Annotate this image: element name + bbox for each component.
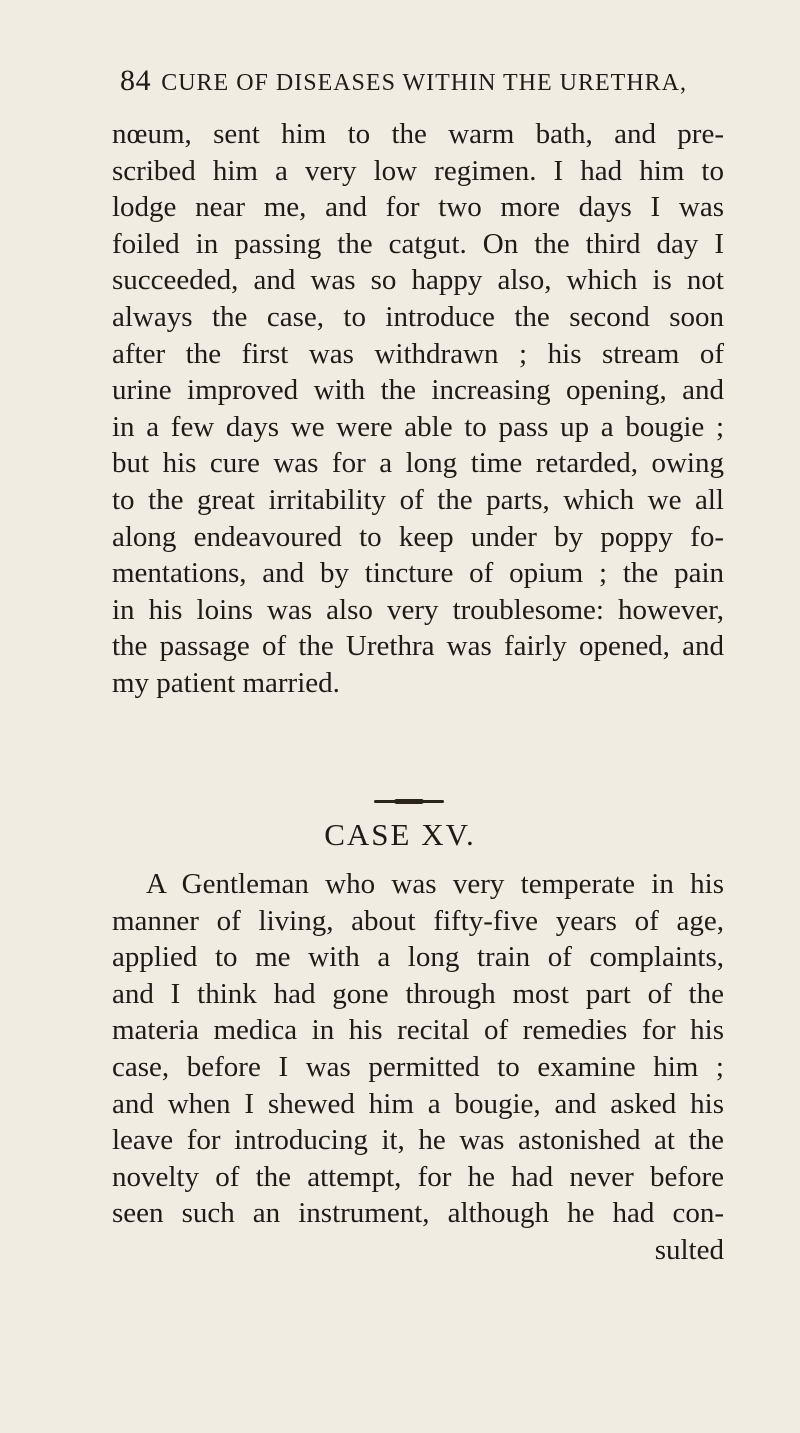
text-line: manner of living, about fifty-five years of age, bbox=[112, 904, 724, 937]
text-line: urine improved with the increasing opening, and bbox=[112, 374, 724, 407]
text-line: the passage of the Urethra was fairly opened, and bbox=[112, 630, 724, 663]
text-line: case, before I was permitted to examine him ; bbox=[112, 1050, 724, 1083]
text-line: mentations, and by tincture of opium ; the pain bbox=[112, 557, 724, 590]
text-line: and I think had gone through most part of the bbox=[112, 977, 724, 1010]
section-divider bbox=[374, 800, 444, 803]
text-line: always the case, to introduce the second soon bbox=[112, 300, 724, 333]
running-title: CURE OF DISEASES WITHIN THE URETHRA, bbox=[161, 70, 687, 96]
text-line: after the first was withdrawn ; his stream of bbox=[112, 337, 724, 370]
text-line: A Gentleman who was very temperate in his bbox=[146, 868, 724, 900]
text-line: in a few days we were able to pass up a bougie ; bbox=[112, 410, 724, 443]
case-heading: CASE XV. bbox=[324, 817, 476, 852]
text-line: seen such an instrument, although he had con- bbox=[112, 1197, 724, 1230]
text-line: along endeavoured to keep under by poppy fo- bbox=[112, 520, 724, 553]
text-line: but his cure was for a long time retarded, owing bbox=[112, 447, 724, 480]
catchword: sulted bbox=[654, 1233, 724, 1266]
text-line: leave for introducing it, he was astonished at the bbox=[112, 1124, 724, 1157]
text-line: applied to me with a long train of complaints, bbox=[112, 941, 724, 974]
running-head bbox=[120, 64, 720, 98]
text-line: nœum, sent him to the warm bath, and pre- bbox=[112, 118, 724, 150]
text-line: in his loins was also very troublesome: however, bbox=[112, 593, 724, 626]
paragraph-continuation bbox=[112, 116, 724, 702]
text-line: foiled in passing the catgut. On the third day I bbox=[112, 227, 724, 260]
text-line: materia medica in his recital of remedies for his bbox=[112, 1014, 724, 1047]
text-line: my patient married. bbox=[112, 666, 340, 699]
case-paragraph bbox=[112, 866, 724, 1269]
text-line: lodge near me, and for two more days I was bbox=[112, 191, 724, 224]
text-line: novelty of the attempt, for he had never before bbox=[112, 1160, 724, 1193]
text-line: to the great irritability of the parts, which we all bbox=[112, 483, 724, 516]
page-number: 84 bbox=[120, 64, 152, 97]
text-line: succeeded, and was so happy also, which is not bbox=[112, 264, 724, 297]
text-line: scribed him a very low regimen. I had him to bbox=[112, 154, 724, 187]
text-line: and when I shewed him a bougie, and asked his bbox=[112, 1087, 724, 1120]
